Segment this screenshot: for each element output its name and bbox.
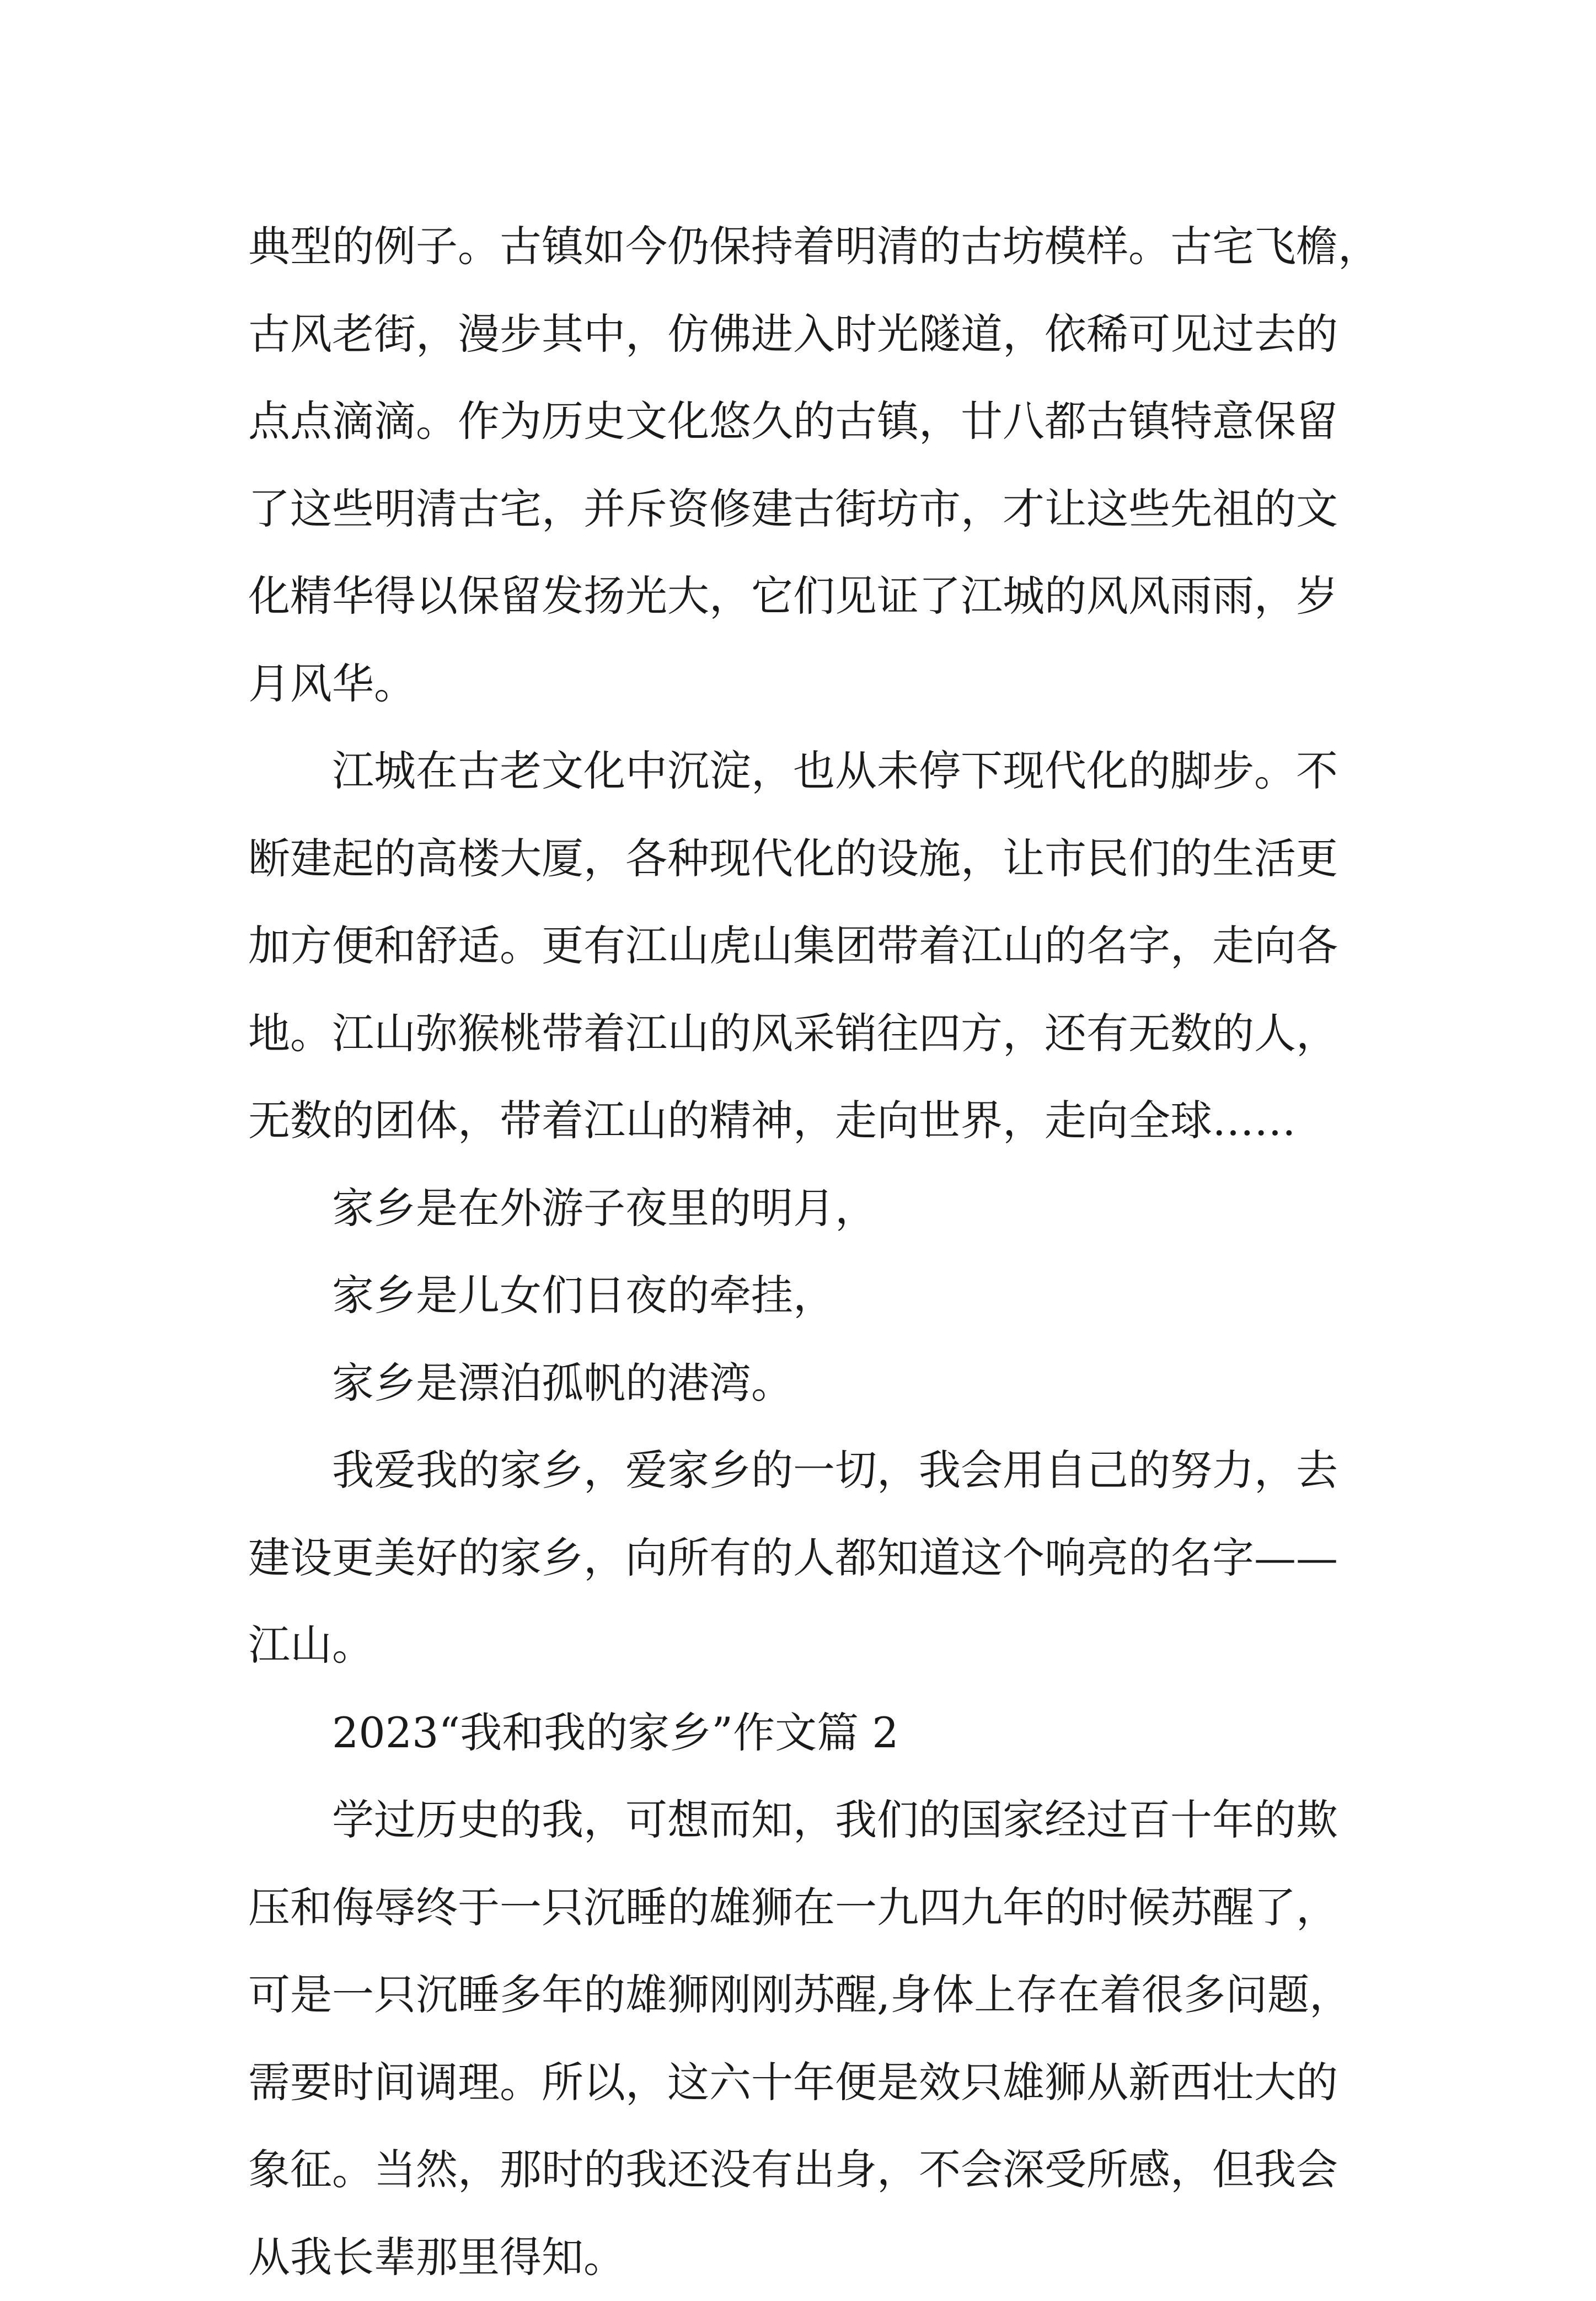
- text-line: 江山。: [248, 1602, 1351, 1689]
- text-line: 月风华。: [248, 640, 1351, 728]
- text-line: 断建起的高楼大厦，各种现代化的设施，让市民们的生活更: [248, 815, 1351, 903]
- text-line: 可是一只沉睡多年的雄狮刚刚苏醒,身体上存在着很多问题，: [248, 1951, 1351, 2039]
- text-line: 无数的团体，带着江山的精神，走向世界，走向全球……: [248, 1077, 1351, 1165]
- text-line: 压和侮辱终于一只沉睡的雄狮在一九四九年的时候苏醒了，: [248, 1864, 1351, 1952]
- paragraph-first-line: 学过历史的我，可想而知，我们的国家经过百十年的欺: [248, 1776, 1351, 1864]
- text-line: 化精华得以保留发扬光大，它们见证了江城的风风雨雨，岁: [248, 553, 1351, 640]
- text-line: 加方便和舒适。更有江山虎山集团带着江山的名字，走向各: [248, 902, 1351, 990]
- paragraph-first-line: 我爱我的家乡，爱家乡的一切，我会用自己的努力，去: [248, 1427, 1351, 1515]
- text-line: 地。江山弥猴桃带着江山的风采销往四方，还有无数的人，: [248, 990, 1351, 1078]
- text-line: 象征。当然，那时的我还没有出身，不会深受所感，但我会: [248, 2126, 1351, 2214]
- document-body: [248, 203, 1351, 2301]
- text-line: 从我长辈那里得知。: [248, 2214, 1351, 2301]
- poem-line: 家乡是儿女们日夜的牵挂，: [248, 1252, 1351, 1340]
- section-heading: 2023“我和我的家乡”作文篇 2: [248, 1689, 1351, 1777]
- poem-line: 家乡是在外游子夜里的明月，: [248, 1165, 1351, 1253]
- poem-line: 家乡是漂泊孤帆的港湾。: [248, 1340, 1351, 1427]
- text-line: 典型的例子。古镇如今仍保持着明清的古坊模样。古宅飞檐，: [248, 203, 1351, 291]
- text-line: 古风老街，漫步其中，仿佛进入时光隧道，依稀可见过去的: [248, 291, 1351, 378]
- text-line: 建设更美好的家乡，向所有的人都知道这个响亮的名字——: [248, 1515, 1351, 1602]
- text-line: 点点滴滴。作为历史文化悠久的古镇，廿八都古镇特意保留: [248, 378, 1351, 465]
- text-line: 需要时间调理。所以，这六十年便是效只雄狮从新西壮大的: [248, 2039, 1351, 2127]
- text-line: 了这些明清古宅，并斥资修建古街坊市，才让这些先祖的文: [248, 465, 1351, 553]
- paragraph-first-line: 江城在古老文化中沉淀，也从未停下现代化的脚步。不: [248, 727, 1351, 815]
